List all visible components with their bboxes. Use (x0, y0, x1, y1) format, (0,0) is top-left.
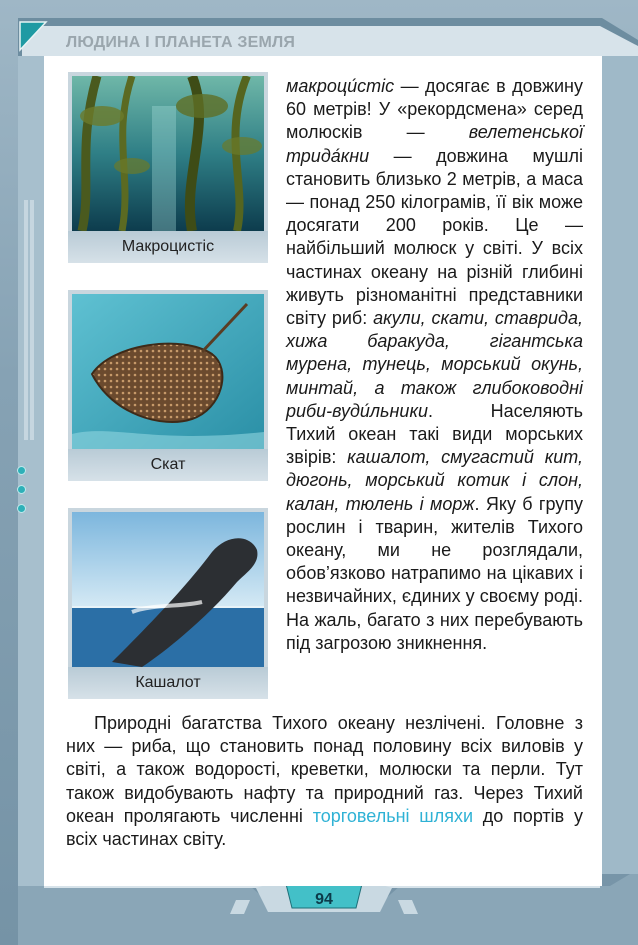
text-span: — досягає в довжину 60 метрів! У «рекордсмена» серед молюсків — (286, 76, 583, 143)
page-number: 94 (315, 891, 333, 908)
text-span: . Населяють Тихий океан такі види морських звірів: (286, 400, 583, 468)
side-dots (17, 466, 26, 523)
text-span: — довжина мушлі становить близько 2 метрів, а маса — понад 250 кілограмів, її вік може досягати 200 років. Це — найбільший молюск у світі. У всіх частинах океану на різній глибині живуть різноманітні представники світу риб: (286, 145, 583, 329)
text-span: Природні багатства Тихого океану незлічені. Головне з них — риба, що становить понад половину всіх виловів у світі, а також водорості, креветки, молюски та перли. Тут також видобувають нафту та природний газ. Через Тихий океан пролягають численні (66, 713, 583, 826)
figure-stingray (68, 290, 268, 481)
figure-kelp (68, 72, 268, 263)
figure-sperm-whale (68, 508, 268, 699)
term-tridacna: велетенської трида́кни (286, 122, 583, 166)
text-span: до портів у всіх частинах світу. (66, 805, 583, 850)
sperm-whale-photo (68, 508, 268, 667)
dot-icon (17, 485, 26, 494)
mammal-list: кашалот, смугастий кит, дюгонь, морський котик і слон, калан, тюлень і морж (286, 447, 583, 514)
column-paragraph (286, 75, 583, 655)
dot-icon (17, 504, 26, 513)
chapter-title: ЛЮДИНА І ПЛАНЕТА ЗЕМЛЯ (66, 34, 296, 51)
figure-caption: Кашалот (68, 667, 268, 699)
fish-list: акули, скати, ставрида, хижа баракуда, гігантська мурена, тунець, морський окунь, минтай, а також глибоководні риби-вуди́льники (286, 308, 583, 421)
term-macrocystis: макроци́стіс (286, 76, 395, 96)
resources-paragraph (66, 712, 583, 851)
dot-icon (17, 466, 26, 475)
stingray-photo (68, 290, 268, 449)
trade-routes-term: торговельні шляхи (312, 805, 474, 826)
figure-caption: Скат (68, 449, 268, 481)
kelp-forest-photo (68, 72, 268, 231)
figure-caption: Макроцистіс (68, 231, 268, 263)
text-span: . Яку б групу рослин і тварин, жителів Тихого океану, ми не розглядали, обов’язково натрапимо на цікавих і незвичайних, єдиних у своєму роді. На жаль, багато з них перебувають під загрозою зникнення. (286, 493, 584, 653)
